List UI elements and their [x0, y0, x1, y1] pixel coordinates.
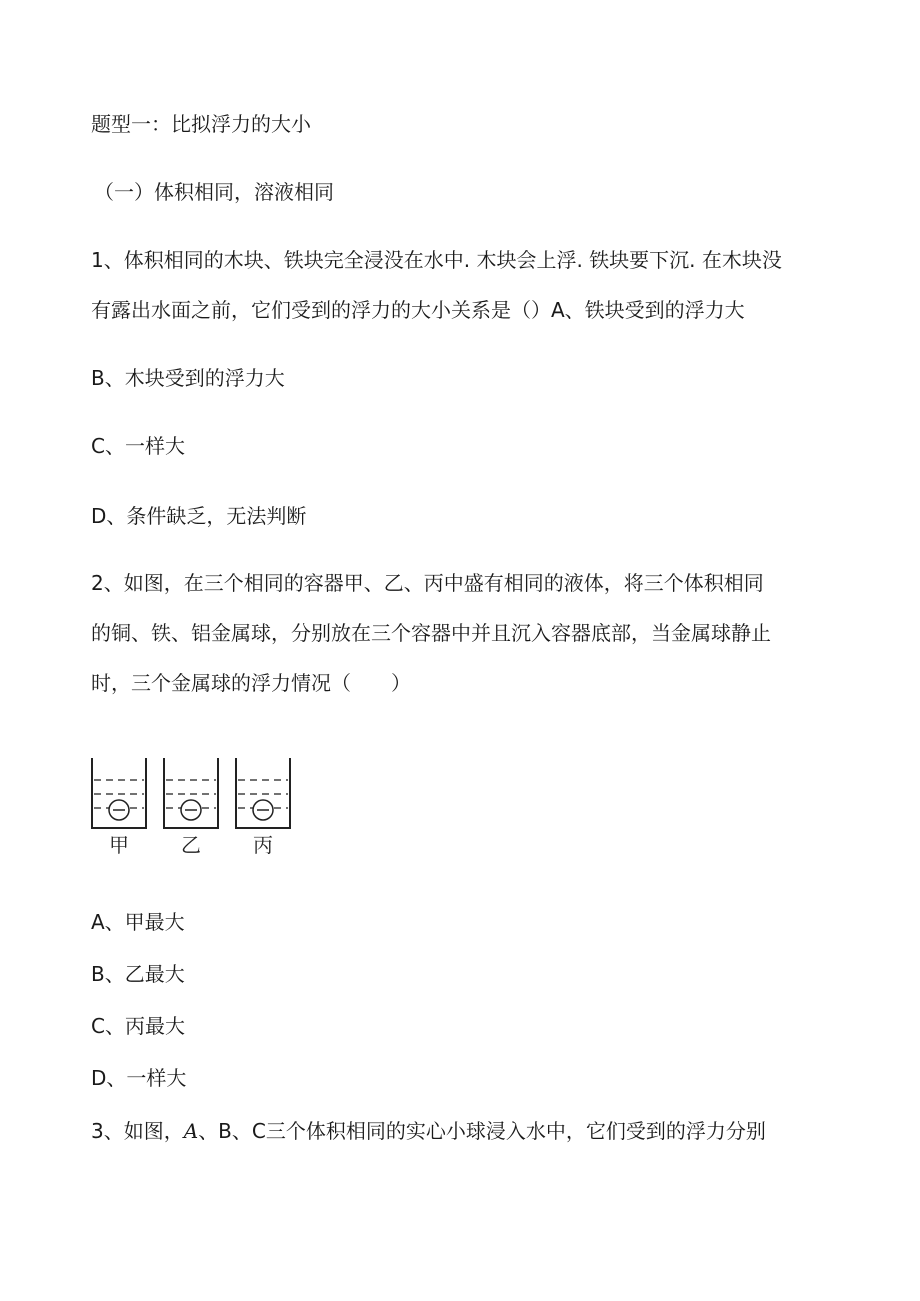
question-1-line-2: 有露出水面之前，它们受到的浮力的大小关系是（）A、铁块受到的浮力大	[91, 298, 745, 322]
containers-figure	[88, 754, 304, 858]
label-yi: 乙	[181, 833, 201, 857]
question-2-option-d: D、一样大	[91, 1066, 187, 1090]
section-heading: 题型一：比拟浮力的大小	[91, 112, 311, 136]
question-2-option-a: A、甲最大	[91, 910, 185, 934]
label-bing: 丙	[253, 833, 273, 857]
container-bing	[236, 758, 290, 857]
question-1-option-c: C、一样大	[91, 434, 185, 458]
question-3-prefix: 3、如图，	[91, 1119, 184, 1143]
question-1-line-1: 1、体积相同的木块、铁块完全浸没在水中. 木块会上浮. 铁块要下沉. 在木块没	[91, 248, 782, 272]
label-jia: 甲	[109, 833, 129, 857]
question-2-option-b: B、乙最大	[91, 962, 185, 986]
question-1-option-b: B、木块受到的浮力大	[91, 366, 285, 390]
question-3-italic-a: A	[183, 1119, 199, 1143]
question-3-line-1	[91, 1117, 766, 1145]
container-yi	[164, 758, 218, 857]
question-2-line-1: 2、如图，在三个相同的容器甲、乙、丙中盛有相同的液体，将三个体积相同	[91, 571, 764, 595]
subsection-heading: （一）体积相同，溶液相同	[94, 180, 334, 204]
question-1-option-d: D、条件缺乏，无法判断	[91, 504, 307, 528]
container-jia	[92, 758, 146, 857]
question-2-line-3: 时，三个金属球的浮力情况（ ）	[91, 671, 411, 695]
question-2-option-c: C、丙最大	[91, 1014, 185, 1038]
question-3-rest: 、B、C三个体积相同的实心小球浸入水中，它们受到的浮力分别	[198, 1119, 766, 1143]
question-2-line-2: 的铜、铁、铝金属球，分别放在三个容器中并且沉入容器底部，当金属球静止	[91, 621, 771, 645]
